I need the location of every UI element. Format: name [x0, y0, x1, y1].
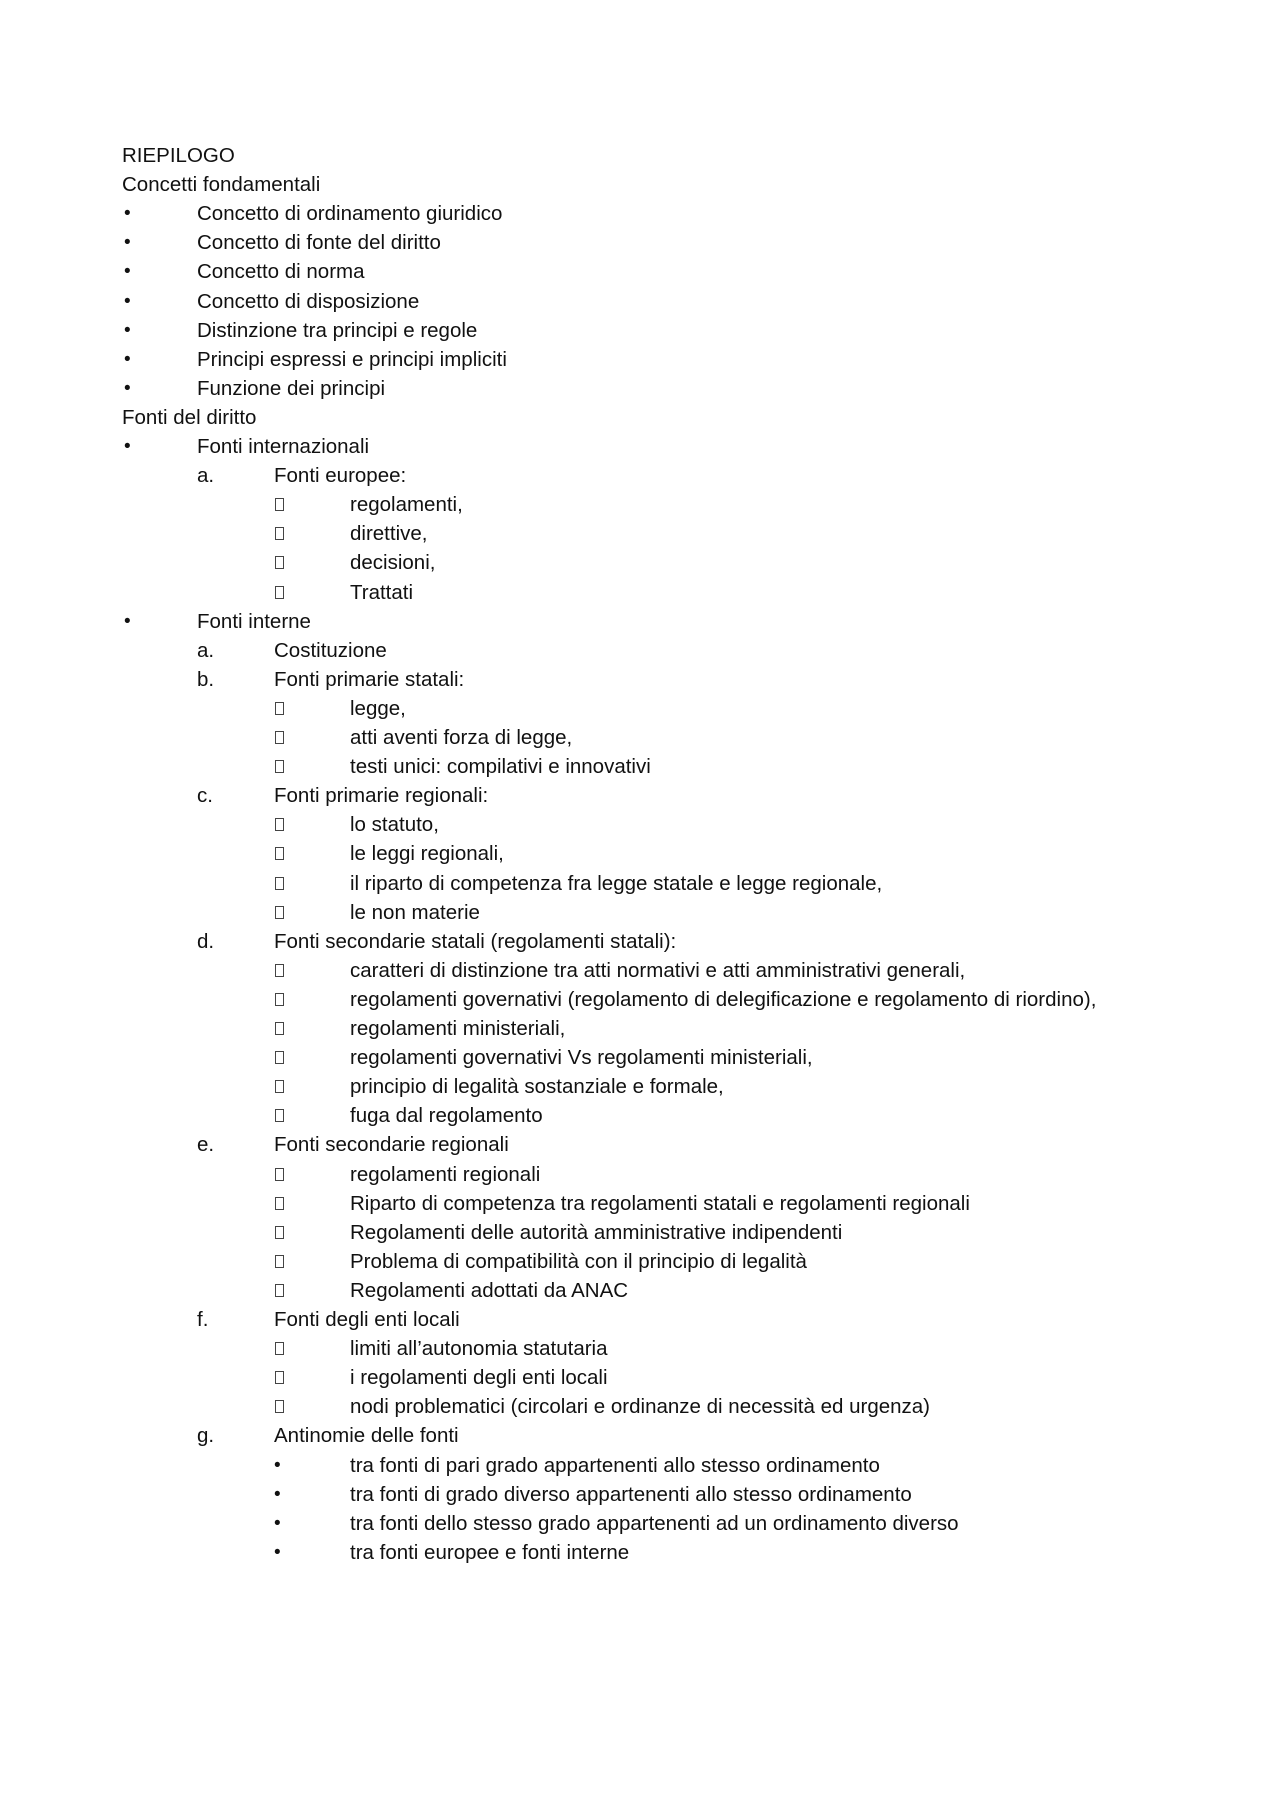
point-item-text: il riparto di competenza fra legge statale e legge regionale, — [350, 871, 883, 895]
list-item-text: Fonti internazionali — [197, 435, 370, 458]
title-text: RIEPILOGO — [122, 144, 235, 167]
bullet-icon: • — [124, 610, 131, 632]
list-letter: d. — [197, 929, 215, 953]
point-item-text: tra fonti europee e fonti interne — [350, 1540, 630, 1564]
missing-glyph-icon — [275, 1080, 284, 1093]
missing-glyph-icon — [275, 586, 284, 599]
missing-glyph-icon — [275, 1022, 284, 1035]
bullet-icon: • — [274, 1454, 281, 1476]
point-item-text: Problema di compatibilità con il principio di legalità — [350, 1249, 807, 1273]
point-item-text: nodi problematici (circolari e ordinanze di necessità ed urgenza) — [350, 1395, 930, 1419]
sub-list-item-text: Fonti primarie statali: — [274, 667, 465, 691]
point-item-text: i regolamenti degli enti locali — [350, 1366, 608, 1390]
list-item-text: Fonti interne — [197, 609, 311, 633]
missing-glyph-icon — [275, 527, 284, 540]
list-letter: a. — [197, 638, 215, 662]
bullet-icon: • — [274, 1483, 281, 1505]
list-letter: e. — [197, 1133, 215, 1157]
bullet-icon: • — [124, 436, 131, 457]
bullet-icon: • — [274, 1541, 281, 1563]
point-item-text: testi unici: compilativi e innovativi — [350, 755, 651, 779]
list-item-text: Concetto di ordinamento giuridico — [197, 202, 503, 226]
missing-glyph-icon — [275, 702, 284, 715]
missing-glyph-icon — [275, 498, 284, 511]
point-item-text: Regolamenti adottati da ANAC — [350, 1278, 629, 1302]
missing-glyph-icon — [275, 1109, 284, 1122]
bullet-icon: • — [124, 377, 131, 399]
list-item-text: Concetto di norma — [197, 260, 365, 284]
missing-glyph-icon — [275, 1400, 284, 1413]
missing-glyph-icon — [275, 964, 284, 977]
list-item-text: Principi espressi e principi impliciti — [197, 347, 507, 371]
list-letter: g. — [197, 1424, 215, 1448]
point-item-text: regolamenti governativi Vs regolamenti ministeriali, — [350, 1046, 813, 1070]
missing-glyph-icon — [275, 1284, 284, 1297]
sub-list-item-text: Fonti europee: — [274, 464, 407, 488]
section-heading-text: Concetti fondamentali — [122, 173, 321, 197]
missing-glyph-icon — [275, 1197, 284, 1210]
sub-list-item-text: Costituzione — [274, 638, 387, 662]
list-item-text: Distinzione tra principi e regole — [197, 318, 478, 342]
point-item-text: le leggi regionali, — [350, 842, 504, 866]
sub-list-item-text: Fonti secondarie statali (regolamenti statali): — [274, 929, 677, 953]
missing-glyph-icon — [275, 906, 284, 919]
bullet-icon: • — [124, 232, 131, 254]
point-item-text: tra fonti dello stesso grado appartenenti ad un ordinamento diverso — [350, 1511, 959, 1535]
point-item-text: legge, — [350, 696, 406, 720]
missing-glyph-icon — [275, 818, 284, 831]
point-item-text: limiti all’autonomia statutaria — [350, 1337, 608, 1361]
list-item-text: Concetto di disposizione — [197, 289, 420, 313]
missing-glyph-icon — [275, 1226, 284, 1239]
sub-list-item-text: Antinomie delle fonti — [274, 1424, 459, 1448]
list-letter: a. — [197, 464, 215, 488]
point-item-text: le non materie — [350, 900, 480, 924]
missing-glyph-icon — [275, 1255, 284, 1268]
list-item-text: Funzione dei principi — [197, 376, 386, 400]
point-item-text: tra fonti di pari grado appartenenti allo stesso ordinamento — [350, 1453, 880, 1477]
bullet-icon: • — [124, 319, 131, 341]
point-item-text: Riparto di competenza tra regolamenti statali e regolamenti regionali — [350, 1191, 970, 1215]
point-item-text: regolamenti regionali — [350, 1162, 541, 1186]
point-item-text: decisioni, — [350, 551, 436, 575]
point-item-text: lo statuto, — [350, 813, 439, 837]
point-item-text: regolamenti governativi (regolamento di delegificazione e regolamento di riordino), — [350, 987, 1097, 1011]
point-item-text: direttive, — [350, 522, 428, 546]
list-letter: c. — [197, 784, 213, 808]
missing-glyph-icon — [275, 993, 284, 1006]
point-item-text: atti aventi forza di legge, — [350, 726, 573, 749]
point-item-text: principio di legalità sostanziale e formale, — [350, 1075, 724, 1099]
sub-list-item-text: Fonti primarie regionali: — [274, 784, 489, 808]
sub-list-item-text: Fonti secondarie regionali — [274, 1133, 509, 1157]
bullet-icon: • — [124, 290, 131, 312]
missing-glyph-icon — [275, 731, 284, 744]
missing-glyph-icon — [275, 1371, 284, 1384]
missing-glyph-icon — [275, 556, 284, 569]
list-item-text: Concetto di fonte del diritto — [197, 231, 441, 255]
bullet-icon: • — [274, 1512, 281, 1534]
missing-glyph-icon — [275, 1168, 284, 1181]
point-item-text: regolamenti ministeriali, — [350, 1017, 566, 1040]
point-item-text: Regolamenti delle autorità amministrative indipendenti — [350, 1220, 843, 1244]
missing-glyph-icon — [275, 1342, 284, 1355]
missing-glyph-icon — [275, 760, 284, 773]
bullet-icon: • — [124, 348, 131, 370]
missing-glyph-icon — [275, 847, 284, 860]
section-heading-text: Fonti del diritto — [122, 405, 257, 429]
missing-glyph-icon — [275, 1051, 284, 1064]
bullet-icon: • — [124, 203, 131, 225]
list-letter: f. — [197, 1308, 209, 1331]
point-item-text: tra fonti di grado diverso appartenenti allo stesso ordinamento — [350, 1482, 912, 1506]
bullet-icon: • — [124, 261, 131, 283]
list-letter: b. — [197, 667, 215, 691]
sub-list-item-text: Fonti degli enti locali — [274, 1308, 460, 1331]
point-item-text: fuga dal regolamento — [350, 1104, 543, 1128]
point-item-text: caratteri di distinzione tra atti normativi e atti amministrativi generali, — [350, 958, 966, 982]
missing-glyph-icon — [275, 877, 284, 890]
point-item-text: regolamenti, — [350, 493, 463, 517]
point-item-text: Trattati — [350, 580, 414, 604]
